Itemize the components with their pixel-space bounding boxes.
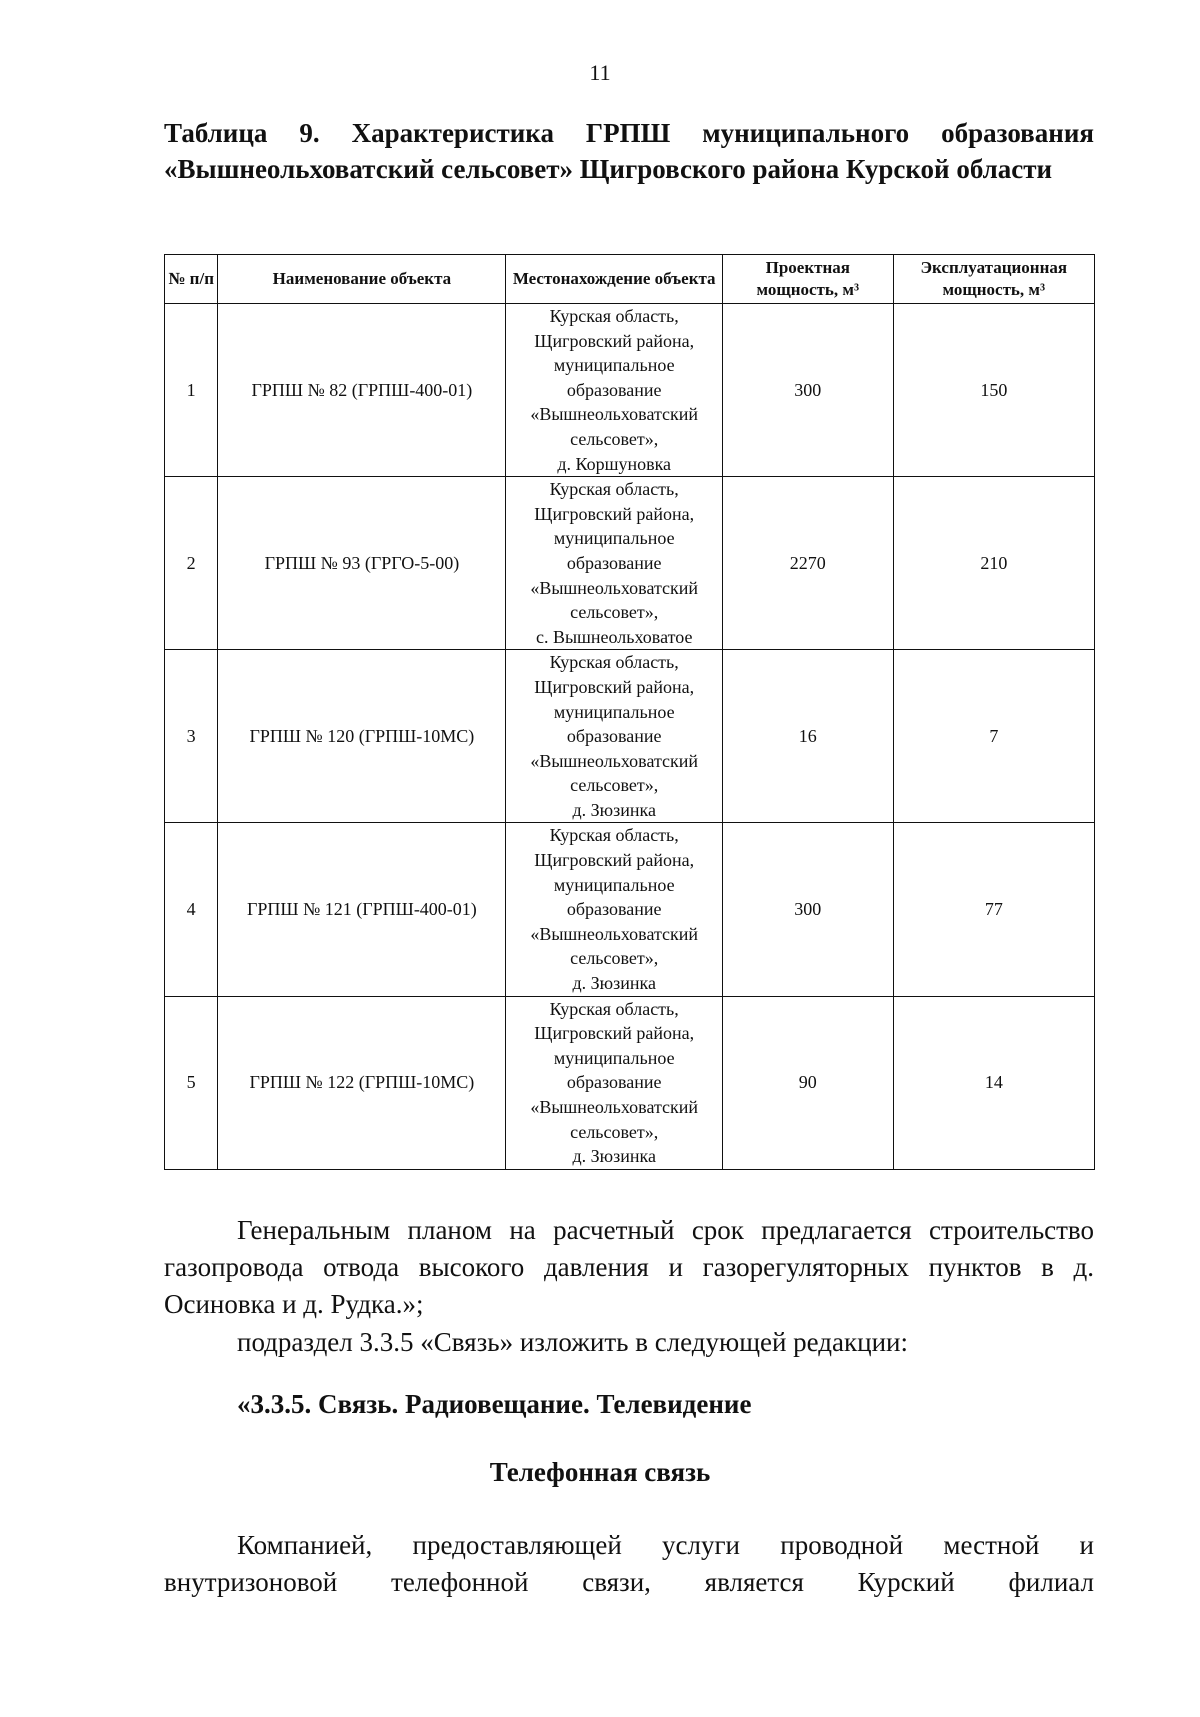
table-row — [165, 477, 1095, 650]
table-header-row — [165, 255, 1095, 304]
header-num: № п/п — [165, 255, 218, 304]
cell-operating-capacity: 14 — [893, 996, 1094, 1169]
cell-name: ГРПШ № 121 (ГРПШ-400-01) — [218, 823, 506, 996]
location-line: муниципальное — [553, 701, 675, 722]
location-line: «Вышнеольховатский — [530, 577, 699, 598]
location-line: Щигровский района, — [534, 1023, 695, 1044]
location-line: муниципальное — [553, 528, 675, 549]
cell-operating-capacity: 150 — [893, 304, 1094, 477]
location-line: образование — [566, 552, 662, 573]
location-line: образование — [566, 1072, 662, 1093]
location-line: муниципальное — [553, 355, 675, 376]
location-line: д. Зюзинка — [572, 799, 656, 820]
table-row — [165, 823, 1095, 996]
cell-location — [506, 304, 722, 477]
location-line: Щигровский района, — [534, 503, 695, 524]
paragraph-plan: Генеральным планом на расчетный срок предлагается строительство газопровода отвода высокого давления и газорегуляторных пунктов в д. Осиновка и д. Рудка.»; — [164, 1215, 1094, 1319]
cell-name: ГРПШ № 120 (ГРПШ-10МС) — [218, 650, 506, 823]
cell-design-capacity: 90 — [722, 996, 893, 1169]
cell-num: 1 — [165, 304, 218, 477]
paragraph-subsection: подраздел 3.3.5 «Связь» изложить в следующей редакции: — [237, 1327, 908, 1357]
location-line: образование — [566, 726, 662, 747]
cell-operating-capacity: 77 — [893, 823, 1094, 996]
cell-design-capacity: 16 — [722, 650, 893, 823]
location-line: д. Зюзинка — [572, 1146, 656, 1167]
cell-operating-capacity: 210 — [893, 477, 1094, 650]
table-row — [165, 650, 1095, 823]
section-heading: «3.3.5. Связь. Радиовещание. Телевидение — [237, 1389, 752, 1419]
header-design-capacity: Проектная мощность, м³ — [722, 255, 893, 304]
location-line: сельсовет», — [570, 948, 659, 969]
location-line: сельсовет», — [570, 428, 659, 449]
grpsh-table — [164, 254, 1095, 1170]
location-line: Курская область, — [549, 652, 679, 673]
location-line: д. Зюзинка — [572, 973, 656, 994]
subsection-heading: Телефонная связь — [489, 1457, 711, 1487]
location-line: Курская область, — [549, 825, 679, 846]
cell-design-capacity: 2270 — [722, 477, 893, 650]
cell-num: 4 — [165, 823, 218, 996]
cell-num: 2 — [165, 477, 218, 650]
cell-name: ГРПШ № 122 (ГРПШ-10МС) — [218, 996, 506, 1169]
paragraph-company-line2: внутризоновой телефонной связи, является Курский филиал — [164, 1567, 1094, 1597]
location-line: «Вышнеольховатский — [530, 750, 699, 771]
cell-name: ГРПШ № 82 (ГРПШ-400-01) — [218, 304, 506, 477]
header-name: Наименование объекта — [218, 255, 506, 304]
location-line: Курская область, — [549, 998, 679, 1019]
location-line: Курская область, — [549, 306, 679, 326]
table-row — [165, 304, 1095, 477]
cell-operating-capacity: 7 — [893, 650, 1094, 823]
location-line: «Вышнеольховатский — [530, 923, 699, 944]
location-line: сельсовет», — [570, 775, 659, 796]
paragraph-company — [164, 1527, 1094, 1601]
paragraph-company-line1: Компанией, предоставляющей услуги проводной местной и — [237, 1530, 1094, 1560]
cell-location — [506, 477, 722, 650]
cell-location — [506, 650, 722, 823]
location-line: муниципальное — [553, 874, 675, 895]
location-line: «Вышнеольховатский — [530, 1097, 699, 1117]
location-line: «Вышнеольховатский — [530, 404, 699, 425]
location-line: Щигровский района, — [534, 676, 695, 697]
location-line: Щигровский района, — [534, 850, 695, 871]
location-line: образование — [566, 899, 662, 920]
location-line: Курская область, — [549, 479, 679, 500]
table-row — [165, 996, 1095, 1169]
cell-num: 3 — [165, 650, 218, 823]
cell-design-capacity: 300 — [722, 304, 893, 477]
table-title: Таблица 9. Характеристика ГРПШ муниципального образования «Вышнеольховатский сельсовет» Щигровского района Курской области — [164, 118, 1094, 184]
page-number: 11 — [589, 60, 611, 85]
location-line: муниципальное — [553, 1047, 675, 1068]
cell-location — [506, 823, 722, 996]
location-line: Щигровский района, — [534, 330, 695, 351]
location-line: сельсовет», — [570, 1121, 659, 1142]
cell-name: ГРПШ № 93 (ГРГО-5-00) — [218, 477, 506, 650]
cell-design-capacity: 300 — [722, 823, 893, 996]
cell-location — [506, 996, 722, 1169]
header-operating-capacity: Эксплуатационная мощность, м³ — [893, 255, 1094, 304]
location-line: д. Коршуновка — [557, 453, 672, 474]
cell-num: 5 — [165, 996, 218, 1169]
header-location: Местонахождение объекта — [506, 255, 722, 304]
location-line: с. Вышнеольховатое — [535, 626, 693, 647]
location-line: сельсовет», — [570, 602, 659, 623]
location-line: образование — [566, 379, 662, 400]
